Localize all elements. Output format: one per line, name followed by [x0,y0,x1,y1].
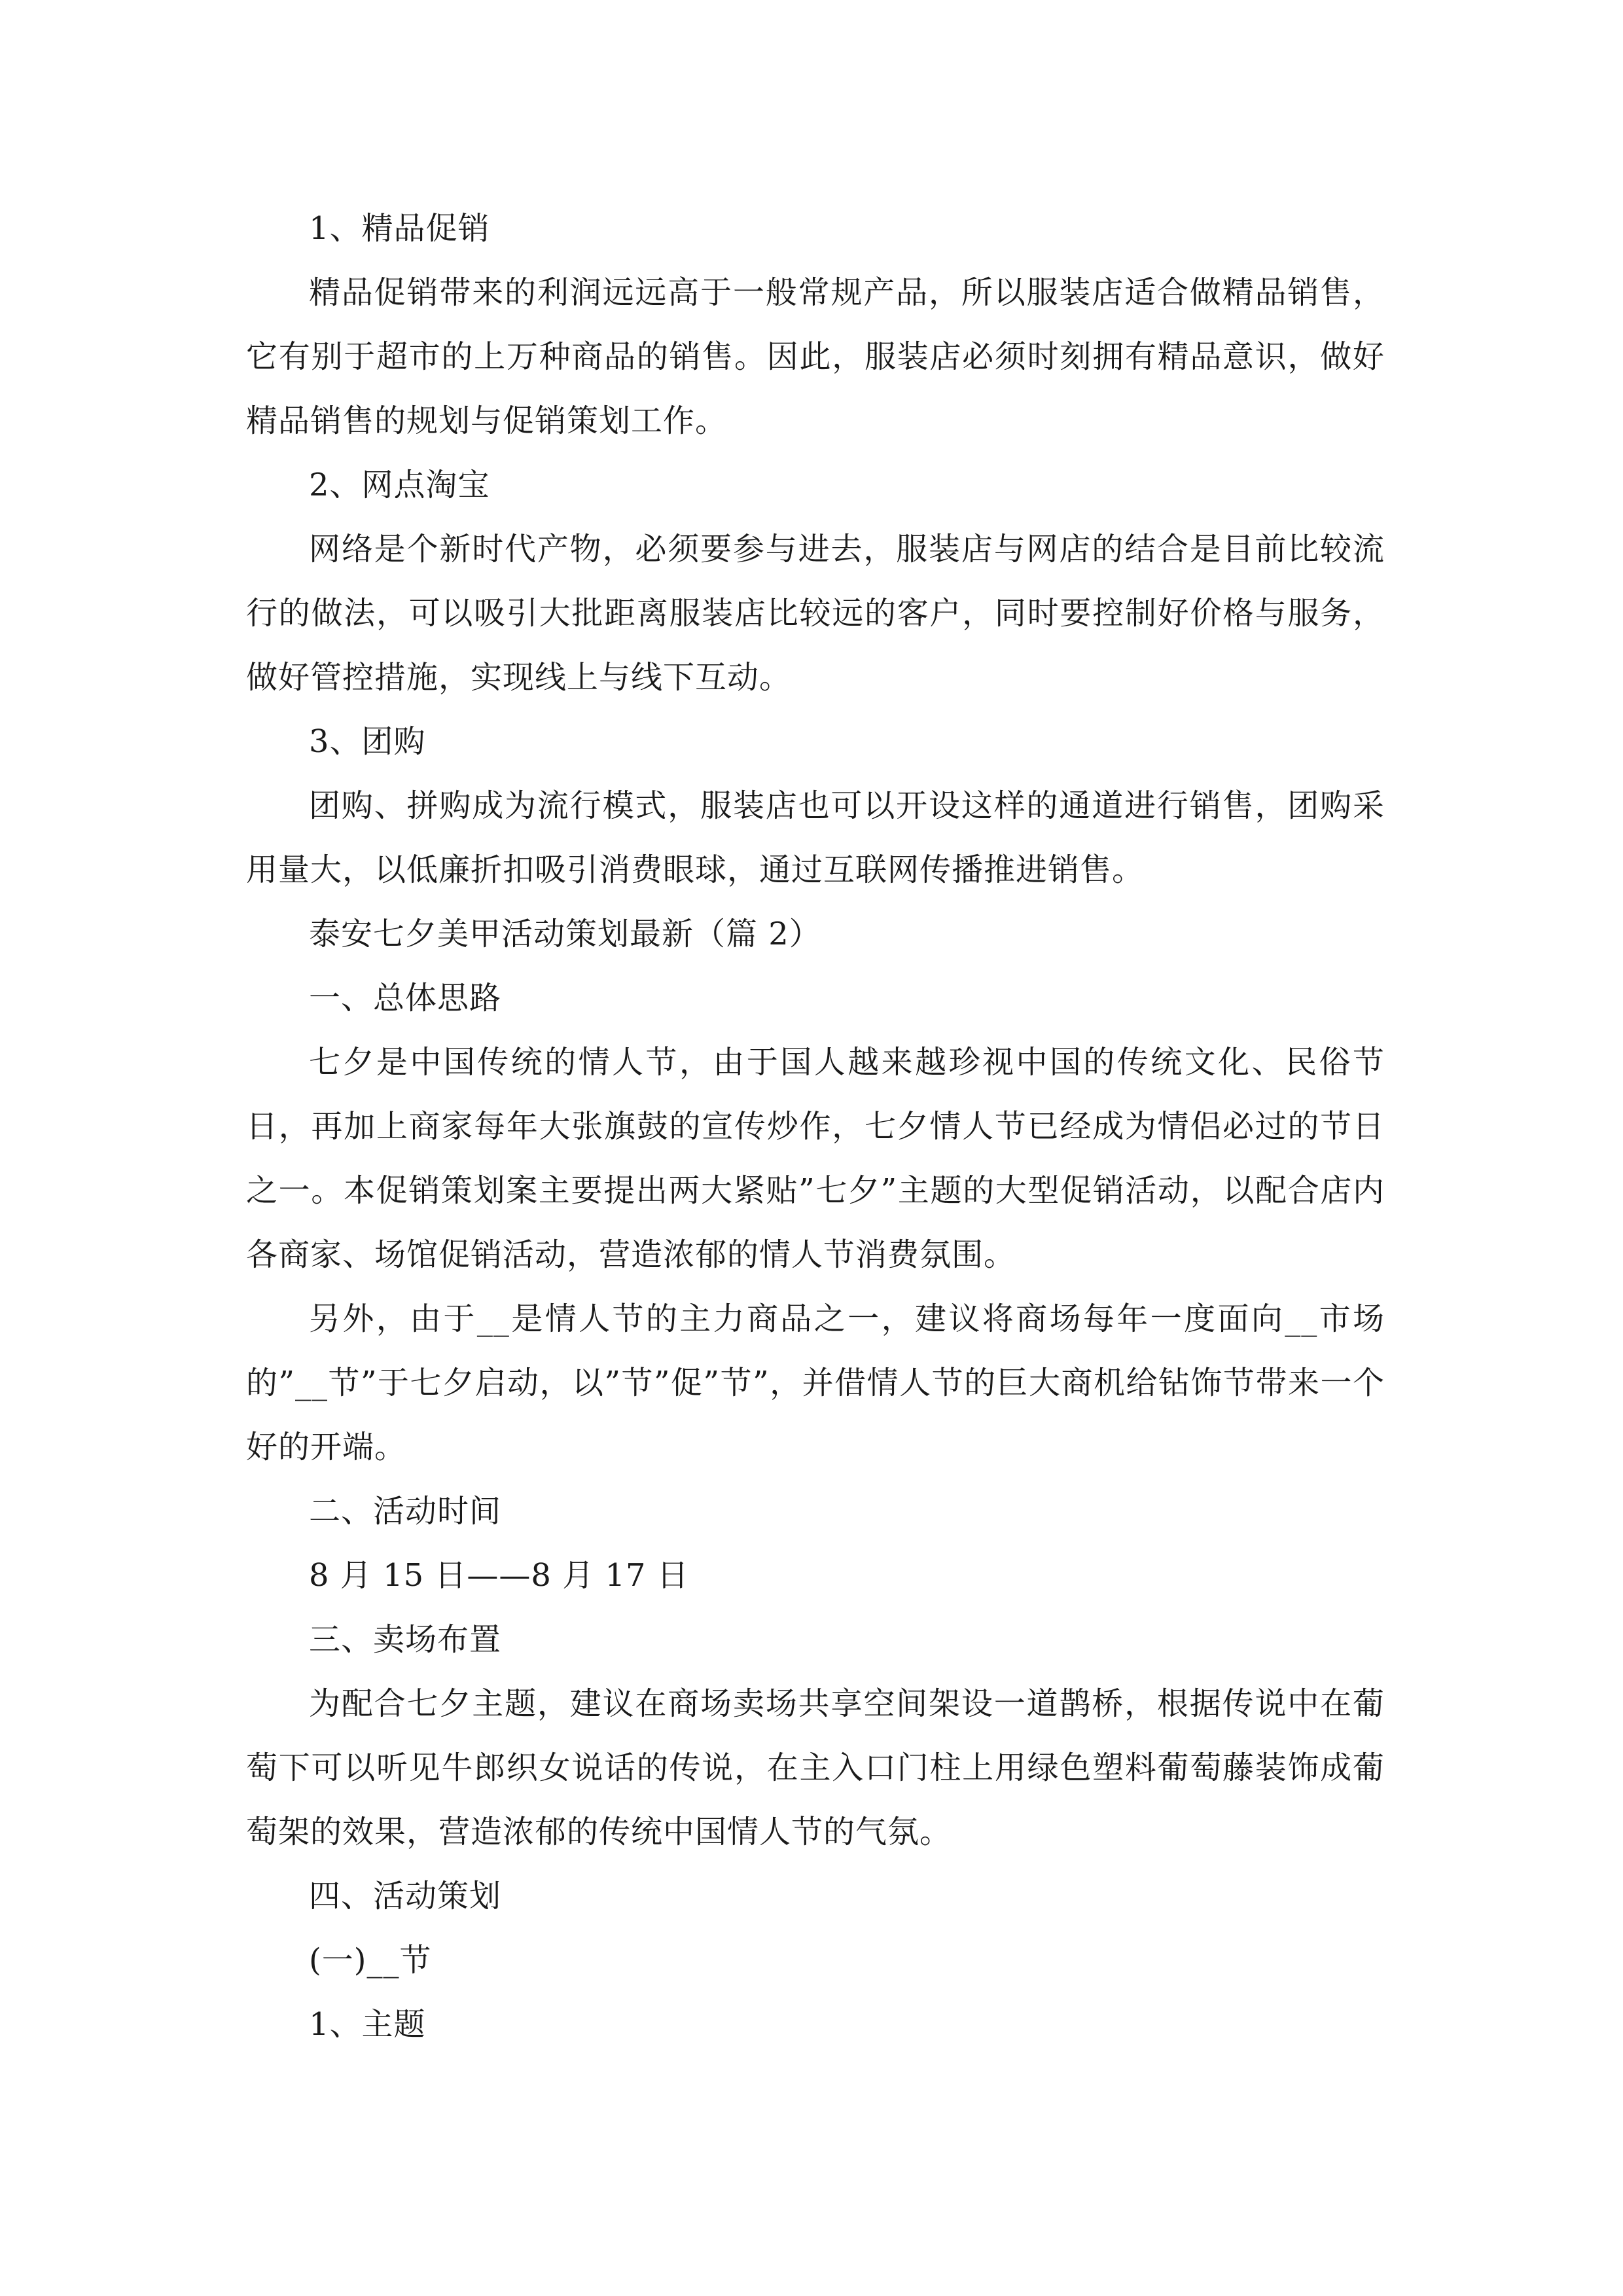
heading-venue-layout: 三、卖场布置 [309,1621,502,1658]
heading-group-buying: 3、团购 [309,723,426,760]
paragraph-venue-layout: 为配合七夕主题，建议在商场卖场共享空间架设一道鹊桥，根据传说中在葡萄下可以听见牛郎织女说话的传说，在主入口门柱上用绿色塑料葡萄藤装饰成葡萄架的效果，营造浓郁的传统中国情人节的气氛。 [246,1685,1385,1850]
heading-online-taobao: 2、网点淘宝 [309,467,490,503]
article-title-part-2: 泰安七夕美甲活动策划最新（篇 2） [309,916,821,952]
event-dates: 8 月 15 日——8 月 17 日 [309,1557,689,1594]
document-body [246,196,1385,2056]
subheading-theme: 1、主题 [309,2006,426,2043]
heading-boutique-promotion: 1、精品促销 [309,210,490,247]
heading-event-time: 二、活动时间 [309,1493,502,1530]
heading-overall-approach: 一、总体思路 [309,980,502,1016]
paragraph-boutique-promotion: 精品促销带来的利润远远高于一般常规产品，所以服装店适合做精品销售，它有别于超市的上万种商品的销售。因此，服装店必须时刻拥有精品意识，做好精品销售的规划与促销策划工作。 [246,274,1385,439]
paragraph-additional-note: 另外，由于__是情人节的主力商品之一，建议将商场每年一度面向__市场的”__节”于七夕启动，以”节”促”节”，并借情人节的巨大商机给钻饰节带来一个好的开端。 [246,1300,1385,1465]
paragraph-group-buying: 团购、拼购成为流行模式，服装店也可以开设这样的通道进行销售，团购采用量大，以低廉折扣吸引消费眼球，通过互联网传播推进销售。 [246,787,1385,888]
paragraph-overall-approach: 七夕是中国传统的情人节，由于国人越来越珍视中国的传统文化、民俗节日，再加上商家每年大张旗鼓的宣传炒作，七夕情人节已经成为情侣必过的节日之一。本促销策划案主要提出两大紧贴”七夕”主题的大型促销活动，以配合店内各商家、场馆促销活动，营造浓郁的情人节消费氛围。 [246,1044,1385,1273]
paragraph-online-taobao: 网络是个新时代产物，必须要参与进去，服装店与网店的结合是目前比较流行的做法，可以吸引大批距离服装店比较远的客户，同时要控制好价格与服务，做好管控措施，实现线上与线下互动。 [246,531,1385,696]
heading-event-planning: 四、活动策划 [309,1878,502,1914]
subheading-festival: (一)__节 [309,1942,432,1979]
